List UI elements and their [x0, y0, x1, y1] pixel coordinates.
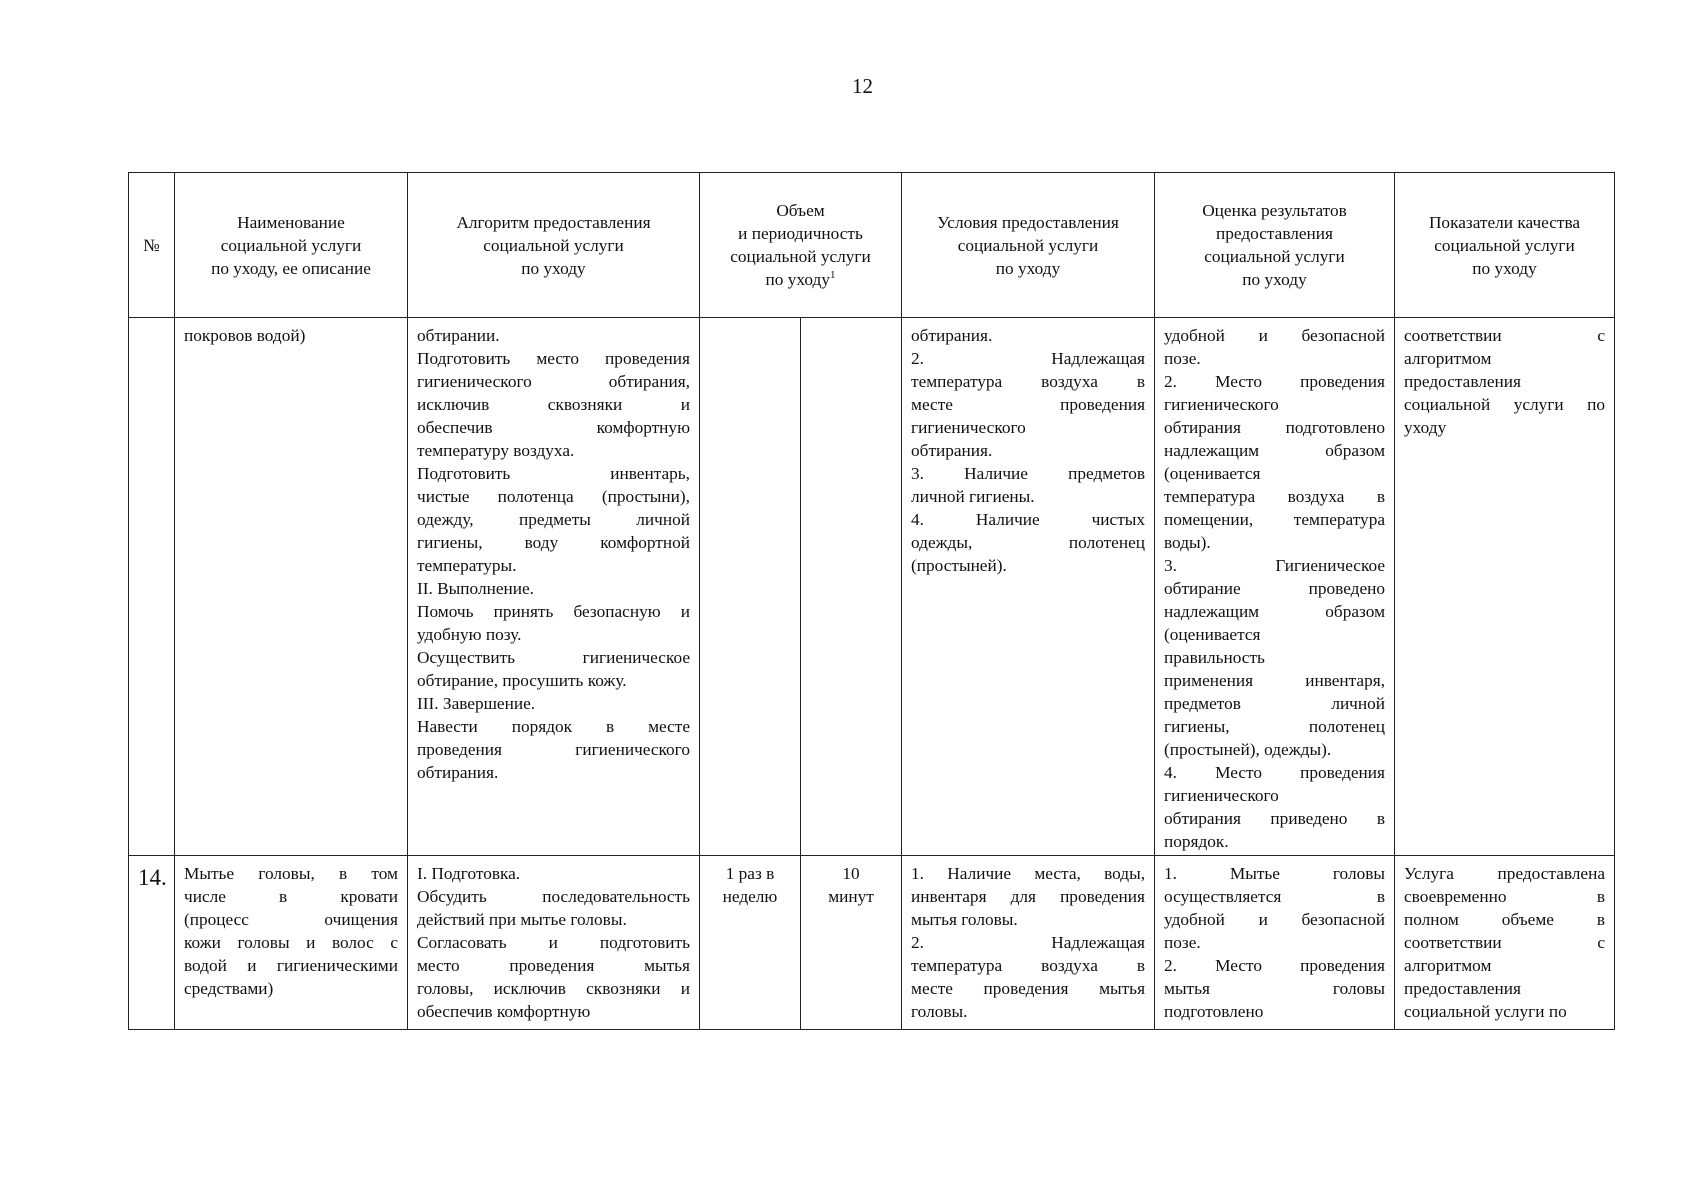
service-name-cell: [175, 318, 408, 856]
text-line: температуры.: [417, 556, 517, 575]
text-line: мытья головы.: [911, 910, 1018, 929]
text-line: 2. Надлежащая: [911, 349, 1146, 368]
text-line: социальной услуги по: [1404, 1002, 1567, 1021]
text-line: Показатели качества: [1428, 212, 1581, 232]
text-line: надлежащим образом: [1164, 441, 1386, 460]
quality-cell: [1395, 856, 1615, 1030]
text-line: температура воздуха в: [911, 372, 1146, 391]
text-line: полном объеме в: [1404, 910, 1606, 929]
text-line: Согласовать и подготовить: [417, 933, 690, 952]
evaluation-cell: [1155, 318, 1395, 856]
algorithm-cell: [408, 856, 700, 1030]
text-line: 1. Наличие места, воды,: [911, 864, 1146, 883]
text-line: удобной и безопасной: [1164, 910, 1386, 929]
text-line: предоставления: [1216, 224, 1333, 243]
text-line: II. Выполнение.: [417, 579, 534, 598]
text-line: социальной услуги: [483, 235, 624, 255]
text-line: Помочь принять безопасную и: [417, 602, 690, 621]
header-algo: [408, 173, 700, 318]
header-quality: [1395, 173, 1615, 318]
text-line: проведения гигиенического: [417, 740, 690, 759]
text-line: по уходу: [995, 258, 1061, 278]
text-line: Подготовить инвентарь,: [417, 464, 690, 483]
text-line: осуществляется в: [1164, 887, 1386, 906]
text-line: температура воздуха в: [911, 956, 1146, 975]
text-line: Условия предоставления: [937, 212, 1119, 232]
text-line: Навести порядок в месте: [417, 717, 690, 736]
algorithm-cell: [408, 318, 700, 856]
text-line: температуру воздуха.: [417, 441, 575, 460]
table-row: [129, 318, 1615, 856]
text-line: подготовлено: [1164, 1002, 1264, 1021]
header-volume: [700, 173, 902, 318]
text-line: 1 раз в: [725, 864, 775, 883]
table-header-row: [129, 173, 1615, 318]
quality-cell: [1395, 318, 1615, 856]
text-line: (оценивается: [1164, 464, 1261, 483]
text-line: III. Завершение.: [417, 694, 536, 713]
text-line: Оценка результатов: [1202, 201, 1347, 220]
header-evaluation: [1155, 173, 1395, 318]
header-num: №: [129, 173, 175, 318]
text-line: Услуга предоставлена: [1404, 864, 1606, 883]
text-line: соответствии с: [1404, 933, 1606, 952]
text-line: (простыней).: [911, 556, 1007, 575]
text-line: обтирание проведено: [1164, 579, 1386, 598]
text-line: место проведения мытья: [417, 956, 690, 975]
text-line: мытья головы: [1164, 979, 1386, 998]
text-line: социальной услуги: [730, 247, 871, 266]
text-line: предоставления: [1404, 372, 1521, 391]
text-line: удобной и безопасной: [1164, 326, 1386, 345]
service-name-cell: [175, 856, 408, 1030]
text-line: обтирания.: [911, 441, 993, 460]
text-line: (оценивается: [1164, 625, 1261, 644]
text-line: помещении, температура: [1164, 510, 1386, 529]
text-line: 3. Наличие предметов: [911, 464, 1146, 483]
header-volume-text: [730, 201, 871, 289]
text-line: применения инвентаря,: [1164, 671, 1386, 690]
text-line: чистые полотенца (простыни),: [417, 487, 690, 506]
volume-duration-cell: [801, 318, 902, 856]
header-conditions: [902, 173, 1155, 318]
text-line: социальной услуги: [1204, 247, 1345, 266]
text-line: социальной услуги по: [1404, 395, 1606, 414]
text-line: обтирания подготовлено: [1164, 418, 1386, 437]
text-line: 2. Надлежащая: [911, 933, 1146, 952]
text-line: Наименование: [237, 212, 345, 232]
text-line: алгоритмом: [1404, 349, 1492, 368]
evaluation-cell: [1155, 856, 1395, 1030]
text-line: алгоритмом: [1404, 956, 1492, 975]
text-line: 2. Место проведения: [1164, 372, 1386, 391]
text-line: месте проведения мытья: [911, 979, 1146, 998]
text-line: и периодичность: [738, 224, 863, 243]
text-line: удобную позу.: [417, 625, 522, 644]
conditions-cell: [902, 318, 1155, 856]
text-line: социальной услуги: [1434, 235, 1575, 255]
text-line: I. Подготовка.: [417, 864, 521, 883]
footnote-marker: 1: [829, 269, 836, 282]
text-line: числе в кровати: [184, 887, 398, 906]
page-number: 12: [852, 74, 873, 98]
text-line: предоставления: [1404, 979, 1521, 998]
text-line: предметов личной: [1164, 694, 1386, 713]
text-line: гигиенического: [1164, 395, 1279, 414]
text-line: гигиенического: [1164, 786, 1279, 805]
row-num: [129, 318, 175, 856]
text-line: температура воздуха в: [1164, 487, 1386, 506]
text-line: порядок.: [1164, 832, 1229, 851]
text-line: исключив сквозняки и: [417, 395, 690, 414]
text-line: социальной услуги: [220, 235, 362, 255]
text-line: по уходу, ее описание: [211, 258, 371, 278]
volume-frequency-cell: [700, 856, 801, 1030]
text-line: гигиенического обтирания,: [417, 372, 690, 391]
text-line: обтирания.: [911, 326, 993, 345]
text-line: одежды, полотенец: [911, 533, 1146, 552]
text-line: гигиены, воду комфортной: [417, 533, 690, 552]
text-line: Подготовить место проведения: [417, 349, 690, 368]
conditions-cell: [902, 856, 1155, 1030]
text-line: своевременно в: [1404, 887, 1606, 906]
text-line: обтирании.: [417, 326, 500, 345]
text-line: (простыней), одежды).: [1164, 740, 1332, 759]
text-line: по уходу: [1242, 270, 1307, 289]
text-line: позе.: [1164, 349, 1201, 368]
text-line: 4. Наличие чистых: [911, 510, 1146, 529]
text-line: Мытье головы, в том: [184, 864, 398, 883]
volume-duration-cell: [801, 856, 902, 1030]
text-line: 2. Место проведения: [1164, 956, 1386, 975]
text-line: головы.: [911, 1002, 968, 1021]
text-line: 10: [842, 864, 860, 883]
text-line: покровов водой): [184, 326, 306, 345]
text-line: обтирания приведено в: [1164, 809, 1386, 828]
text-line: Алгоритм предоставления: [456, 212, 651, 232]
text-line: (процесс очищения: [184, 910, 398, 929]
header-name: [175, 173, 408, 318]
text-line: инвентаря для проведения: [911, 887, 1146, 906]
services-table: [128, 172, 1615, 1030]
text-line: обтирание, просушить кожу.: [417, 671, 627, 690]
text-line: обеспечив комфортную: [417, 418, 690, 437]
text-line: минут: [828, 887, 874, 906]
text-line: гигиены, полотенец: [1164, 717, 1386, 736]
table-row: [129, 856, 1615, 1030]
text-line: личной гигиены.: [911, 487, 1035, 506]
text-line: гигиенического: [911, 418, 1026, 437]
row-num: 14.: [129, 856, 175, 1030]
text-line: 4. Место проведения: [1164, 763, 1386, 782]
text-line: Обсудить последовательность: [417, 887, 690, 906]
text-line: 1. Мытье головы: [1164, 864, 1386, 883]
text-line: действий при мытье головы.: [417, 910, 627, 929]
text-line: обеспечив комфортную: [417, 1002, 591, 1021]
text-line: средствами): [184, 979, 274, 998]
text-line: водой и гигиеническими: [184, 956, 398, 975]
text-line: надлежащим образом: [1164, 602, 1386, 621]
volume-frequency-cell: [700, 318, 801, 856]
text-line: по уходу: [765, 270, 830, 289]
text-line: по уходу: [1472, 258, 1537, 278]
text-line: правильность: [1164, 648, 1265, 667]
text-line: обтирания.: [417, 763, 499, 782]
text-line: неделю: [722, 887, 778, 906]
text-line: социальной услуги: [957, 235, 1099, 255]
text-line: воды).: [1164, 533, 1211, 552]
text-line: уходу: [1404, 418, 1447, 437]
text-line: кожи головы и волос с: [184, 933, 398, 952]
text-line: Объем: [776, 201, 825, 220]
text-line: Осуществить гигиеническое: [417, 648, 690, 667]
text-line: головы, исключив сквозняки и: [417, 979, 690, 998]
text-line: позе.: [1164, 933, 1201, 952]
text-line: по уходу: [521, 258, 586, 278]
text-line: одежду, предметы личной: [417, 510, 690, 529]
text-line: соответствии с: [1404, 326, 1606, 345]
text-line: 3. Гигиеническое: [1164, 556, 1386, 575]
text-line: месте проведения: [911, 395, 1146, 414]
